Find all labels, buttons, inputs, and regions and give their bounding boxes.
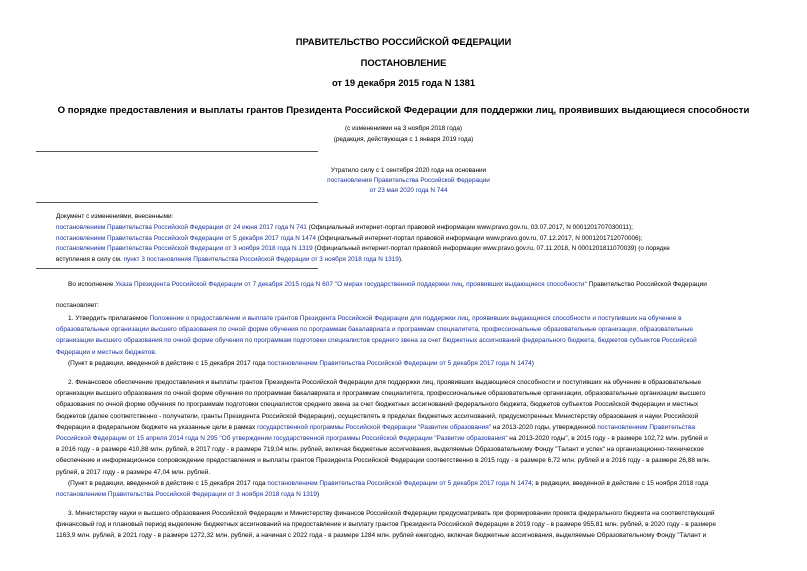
paragraph-text: на 2013-2020 годы, утвержденной (491, 423, 598, 431)
lapsed-notice (0, 167, 807, 194)
decrees-word: постановляет: (56, 302, 99, 309)
note-text: (Пункт в редакции, введенной в действие с 15 декабря 2017 года (68, 479, 268, 487)
paragraph-line (56, 313, 770, 324)
program-link[interactable]: государственной программы Российской Федерации "Развитие образования" (257, 423, 492, 431)
amendment-link[interactable]: постановлением Правительства Российской Федерации от 5 декабря 2017 года N 1474 (267, 359, 532, 367)
note-text: ; в редакции, введенной в действие с 15 ноября 2018 года (531, 479, 709, 487)
lapsed-link-2[interactable]: от 23 мая 2020 года N 744 (369, 187, 448, 194)
change-item (56, 244, 770, 255)
paragraph-line: финансовый год и плановый период выделение бюджетных ассигнований на предоставление и выплату грантов Президента Российской Федерации в 2019 году - в размере 955,81 млн. рублей, в 2020 году - в размере (56, 521, 716, 529)
paragraph-2 (56, 377, 770, 500)
paragraph-1 (56, 313, 770, 369)
paragraph-text: Федерации в федеральном бюджете на указанные цели в рамках (56, 423, 258, 431)
amendment-note (56, 478, 770, 489)
change-note: вступления в силу см. (56, 256, 124, 264)
paragraph-text: . (154, 348, 157, 356)
paragraph-line: организации высшего образования по очной форме обучения по программам бакалавриата и программам специалитета, профессиональные образовательные организации, образовательные организации высшего (56, 390, 706, 398)
change-source: (Официальный интернет-портал правовой информации www.pravo.gov.ru, 07.11.2018, N 0001201811070039) (о порядке (312, 245, 670, 253)
change-link[interactable]: постановлением Правительства Российской Федерации от 24 июня 2017 года N 741 (56, 223, 307, 231)
paragraph-line: бюджетов (далее соответственно - получатели, гранты Президента Российской Федерации), осуществлять в пределах бюджетных ассигнований, предусмотренных Министерству образования и науки Российской (56, 412, 699, 420)
preamble-text: Во исполнение (68, 281, 116, 288)
lapsed-link-1[interactable]: постановления Правительства Российской Федерации (327, 177, 490, 184)
paragraph-text: на 2013-2020 годы", в 2015 году - в размере 102,72 млн. рублей и (507, 435, 708, 443)
paragraph-3 (56, 508, 770, 542)
note-text: ) (531, 359, 534, 367)
preamble-text: Правительство Российской Федерации (586, 281, 707, 288)
edition-current: (редакция, действующая с 1 января 2019 года) (333, 136, 474, 143)
amendment-link[interactable]: постановлением Правительства Российской Федерации от 5 декабря 2017 года N 1474 (267, 479, 532, 487)
paragraph-line: образования по очной форме обучения по программам подготовки специалистов среднего звена за счет бюджетных ассигнований федерального бюджета, бюджетов субъектов Российской Федерации и местных (56, 401, 699, 409)
change-item (56, 234, 770, 245)
divider (36, 202, 318, 203)
change-item (56, 223, 770, 234)
change-link[interactable]: постановлением Правительства Российской Федерации от 5 декабря 2017 года N 1474 (56, 234, 316, 242)
paragraph-line: 3. Министерству науки и высшего образования Российской Федерации и Министерству финансов Российской Федерации предусматривать при формировании проекта федерального бюджета на соответствующий (68, 510, 715, 517)
amendment-note (56, 358, 770, 369)
regulation-link[interactable]: Положение о предоставлении и выплате грантов Президента Российской Федерации для поддержки лиц, проявивших выдающиеся способности и поступивших на обучение в (149, 315, 682, 322)
note-text: (Пункт в редакции, введенной в действие с 15 декабря 2017 года (68, 359, 268, 367)
change-source: (Официальный интернет-портал правовой информации www.pravo.gov.ru, 03.07.2017, N 0001201707030011); (306, 223, 633, 231)
paragraph-line: 1163,9 млн. рублей, в 2021 году - в размере 1272,32 млн. рублей, а начиная с 2022 года - в размере 1284 млн. рублей ежегодно, включая бюджетные ассигнования, выделяемые Образовательному Фонду "Талант и (56, 532, 707, 540)
government-name: ПРАВИТЕЛЬСТВО РОССИЙСКОЙ ФЕДЕРАЦИИ (295, 36, 512, 47)
change-note-end: ). (398, 256, 403, 264)
note-text: ) (317, 491, 320, 499)
preamble (68, 279, 778, 290)
paragraph-text: 1. Утвердить прилагаемое (68, 315, 150, 322)
resolution-link[interactable]: Российской Федерации от 15 апреля 2014 года N 295 "Об утверждении государственной программы Российской Федерации "Развитие образования" (56, 435, 508, 443)
change-link[interactable]: постановлением Правительства Российской Федерации от 3 ноября 2018 года N 1319 (56, 245, 313, 253)
changes-list (56, 212, 770, 266)
paragraph-line: обеспечение и информационное сопровождение предоставления и выплаты грантов Президента Российской Федерации соответственно в 2015 году - в размере 6,72 млн. рублей и в 2016 году - в размере 26,88 млн. (56, 457, 711, 465)
decree-link[interactable]: Указа Президента Российской Федерации от 7 декабря 2015 года N 607 "О мерах государственной поддержки лиц, проявивших выдающиеся способности" (115, 281, 587, 288)
divider (36, 268, 318, 269)
document-title: О порядке предоставления и выплаты грантов Президента Российской Федерации для поддержки лиц, проявивших выдающиеся способности (57, 105, 750, 116)
change-source: (Официальный интернет-портал правовой информации www.pravo.gov.ru, 07.12.2017, N 0001201712070006); (315, 234, 643, 242)
paragraph-line (56, 347, 770, 358)
change-item-continued (56, 255, 770, 266)
amendment-note (56, 489, 770, 500)
resolution-link[interactable]: постановлением Правительства (597, 423, 696, 431)
amendment-link[interactable]: постановлением Правительства Российской Федерации от 3 ноября 2018 года N 1319 (56, 491, 318, 499)
paragraph-line: рублей, в 2017 году - в размере 47,04 млн. рублей. (56, 468, 211, 476)
document-date-number: от 19 декабря 2015 года N 1381 (331, 77, 476, 88)
edition-changes: (с изменениями на 3 ноября 2018 года) (344, 125, 463, 132)
paragraph-line (56, 433, 770, 444)
change-link[interactable]: пункт 3 постановления Правительства Российской Федерации от 3 ноября 2018 года N 1319 (123, 256, 399, 264)
regulation-link[interactable]: организации высшего образования по очной форме обучения по программам подготовки специалистов среднего звена за счет бюджетных ассигнований федерального бюджета, бюджетов субъектов Российской (56, 337, 697, 345)
divider (36, 151, 318, 152)
paragraph-line (56, 422, 770, 433)
paragraph-line: 2. Финансовое обеспечение предоставления и выплаты грантов Президента Российской Федерации для поддержки лиц, проявивших выдающиеся способности и поступивших на обучение в образовательные (68, 379, 702, 386)
document-type: ПОСТАНОВЛЕНИЕ (360, 57, 447, 68)
lapsed-text: Утратило силу с 1 сентября 2020 года на основании (330, 167, 487, 174)
changes-intro: Документ с изменениями, внесенными: (56, 213, 174, 220)
regulation-link[interactable]: Федерации и местных бюджетов (56, 348, 155, 356)
regulation-link[interactable]: образовательные организации высшего образования по очной форме обучения по программам бакалавриата и программам специалитета, профессиональные образовательные организации, образовательные (56, 326, 693, 334)
paragraph-line: в 2016 году - в размере 410,88 млн. рублей, в 2017 году - в размере 719,04 млн. рублей, включая бюджетные ассигнования, выделяемые Образовательному Фонду "Талант и успех" на организационно-техническое (56, 446, 704, 454)
